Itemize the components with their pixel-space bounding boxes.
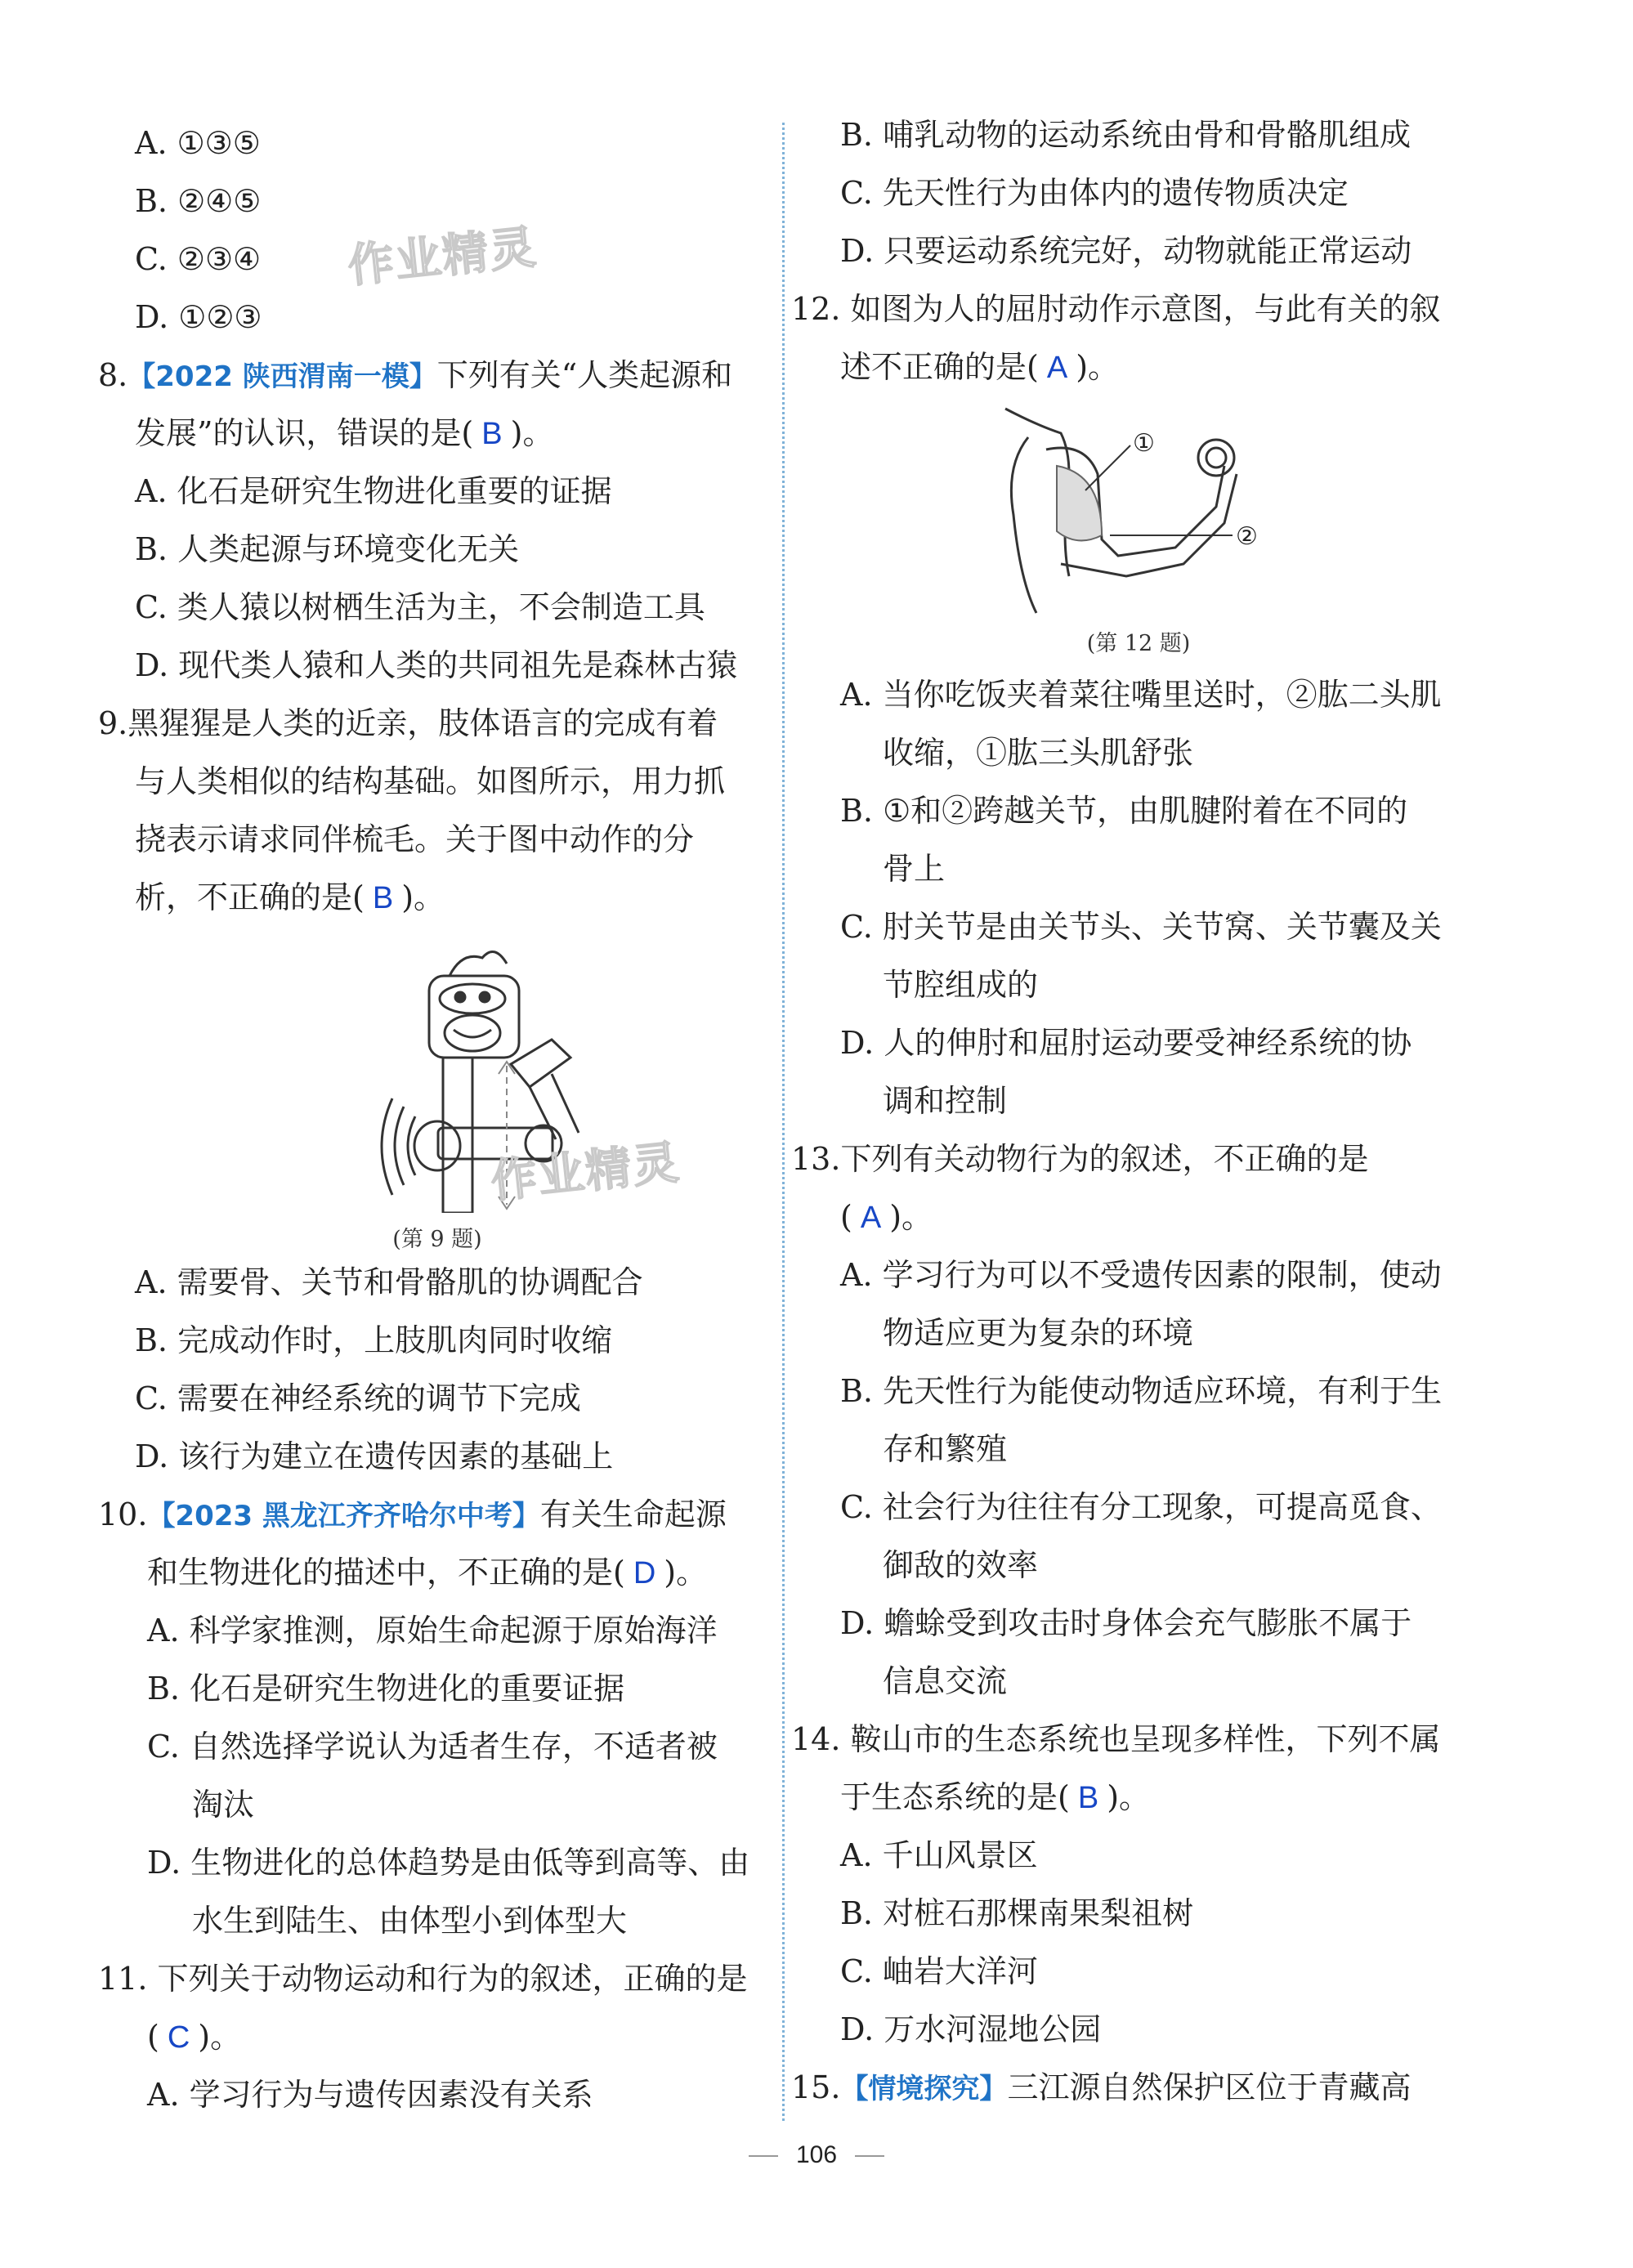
right-column <box>791 106 1486 2117</box>
q13-stem-pre: ( <box>840 1199 852 1235</box>
q10-stem-post: )。 <box>664 1554 708 1590</box>
q12-option-d: D. 人的伸肘和屈肘运动要受神经系统的协 <box>840 1025 1412 1061</box>
q9-stem-pre: 析，不正确的是( <box>135 879 365 915</box>
q10-stem <box>98 1486 776 1544</box>
q10-stem-text: 有关生命起源 <box>539 1496 727 1532</box>
q9-figure <box>98 927 776 1254</box>
q12-stem-post: )。 <box>1076 349 1120 385</box>
q15-number: 15. <box>791 2069 841 2105</box>
q11-stem-post: )。 <box>198 2019 242 2055</box>
q15-stem-text: 三江源自然保护区位于青藏高 <box>1007 2069 1412 2105</box>
q14-option-d: D. 万水河湿地公园 <box>840 2011 1102 2047</box>
q14-option-a: A. 千山风景区 <box>840 1837 1038 1873</box>
q14-option-c: C. 岫岩大洋河 <box>840 1953 1038 1989</box>
q8-source-tag: 【2022 陕西渭南一模】 <box>128 360 437 393</box>
q13-option-d-cont: 信息交流 <box>883 1663 1008 1699</box>
q8-stem-pre: 发展”的认识，错误的是( <box>135 415 474 451</box>
q13-stem-text: 下列有关动物行为的叙述，不正确的是 <box>840 1141 1369 1177</box>
q12-stem-pre: 述不正确的是( <box>840 349 1039 385</box>
q11-stem <box>98 1950 776 2008</box>
q11-option-d: D. 只要运动系统完好，动物就能正常运动 <box>840 233 1412 269</box>
q12-option-c: C. 肘关节是由关节头、关节窝、关节囊及关 <box>840 909 1442 945</box>
q9-option-b: B. 完成动作时，上肢肌肉同时收缩 <box>135 1322 613 1358</box>
q10-option-c: C. 自然选择学说认为适者生存，不适者被 <box>147 1729 718 1765</box>
watermark: 作业精灵 <box>345 221 540 293</box>
q9-option-d: D. 该行为建立在遗传因素的基础上 <box>135 1438 614 1474</box>
q12-stem-text: 如图为人的屈肘动作示意图，与此有关的叙 <box>850 291 1441 327</box>
arm-flexion-figure <box>791 400 1486 621</box>
q12-answer: A <box>1046 351 1068 385</box>
q12-stem-line2 <box>791 338 1486 396</box>
q10-stem-line2 <box>98 1544 776 1602</box>
q12-option-b-cont: 骨上 <box>883 851 946 887</box>
q13-option-a: A. 学习行为可以不受遗传因素的限制，使动 <box>840 1257 1442 1293</box>
q7-option-b: B. ②④⑤ <box>135 183 262 219</box>
q13-number: 13. <box>791 1141 841 1177</box>
q14-stem-text: 鞍山市的生态系统也呈现多样性，下列不属 <box>850 1721 1441 1757</box>
q12-option-a: A. 当你吃饭夹着菜往嘴里送时，②肱二头肌 <box>840 677 1442 713</box>
q8-stem <box>98 347 776 405</box>
q11-option-b: B. 哺乳动物的运动系统由骨和骨骼肌组成 <box>840 117 1412 153</box>
q14-stem-line2 <box>791 1769 1486 1827</box>
q13-option-d: D. 蟾蜍受到攻击时身体会充气膨胀不属于 <box>840 1605 1412 1641</box>
footer-dash-right <box>855 2155 884 2157</box>
column-divider <box>782 123 785 2121</box>
q8-option-d: D. 现代类人猿和人类的共同祖先是森林古猿 <box>135 647 738 683</box>
q11-stem-line2 <box>98 2008 776 2066</box>
q14-number: 14. <box>791 1721 841 1757</box>
q11-answer: C <box>167 2020 190 2055</box>
q8-stem-text: 下列有关“人类起源和 <box>436 357 733 393</box>
q12-option-a-cont: 收缩，①肱三头肌舒张 <box>883 735 1194 771</box>
q7-option-a: A. ①③⑤ <box>135 125 261 161</box>
q8-option-b: B. 人类起源与环境变化无关 <box>135 531 520 567</box>
label-1: ① <box>1133 429 1155 458</box>
q12-figure <box>791 396 1486 666</box>
q9-stem-post: )。 <box>401 879 445 915</box>
q13-option-b: B. 先天性行为能使动物适应环境，有利于生 <box>840 1373 1443 1409</box>
q11-option-a: A. 学习行为与遗传因素没有关系 <box>147 2077 593 2113</box>
q10-option-d: D. 生物进化的总体趋势是由低等到高等、由 <box>147 1845 750 1881</box>
left-column <box>98 114 776 2124</box>
q14-option-b: B. 对桩石那棵南果梨祖树 <box>840 1895 1194 1931</box>
q14-stem-pre: 于生态系统的是( <box>840 1779 1070 1815</box>
q9-stem-line2: 与人类相似的结构基础。如图所示，用力抓 <box>135 763 726 799</box>
q13-stem-post: )。 <box>889 1199 933 1235</box>
q12-stem <box>791 280 1486 338</box>
q10-stem-pre: 和生物进化的描述中，不正确的是( <box>147 1554 625 1590</box>
q11-stem-pre: ( <box>147 2019 159 2055</box>
q13-stem <box>791 1130 1486 1188</box>
q8-answer: B <box>481 417 503 451</box>
q11-number: 11. <box>98 1961 148 1997</box>
q14-answer: B <box>1077 1781 1099 1815</box>
q8-option-c: C. 类人猿以树栖生活为主，不会制造工具 <box>135 589 705 625</box>
watermark-2: 作业精灵 <box>488 1136 683 1209</box>
q9-number: 9. <box>98 705 128 741</box>
q8-number: 8. <box>98 357 128 393</box>
q13-option-c: C. 社会行为往往有分工现象，可提高觅食、 <box>840 1489 1442 1525</box>
q12-number: 12. <box>791 291 841 327</box>
q10-option-d-cont: 水生到陆生、由体型小到体型大 <box>192 1903 628 1939</box>
q11-option-c: C. 先天性行为由体内的遗传物质决定 <box>840 175 1349 211</box>
q12-option-b: B. ①和②跨越关节，由肌腱附着在不同的 <box>840 793 1408 829</box>
q8-stem-line2 <box>98 405 776 463</box>
q8-option-a: A. 化石是研究生物进化重要的证据 <box>135 473 612 509</box>
q10-answer: D <box>633 1556 656 1590</box>
q13-answer: A <box>860 1201 882 1235</box>
q14-stem-post: )。 <box>1107 1779 1151 1815</box>
q8-stem-post: )。 <box>510 415 554 451</box>
q10-option-b: B. 化石是研究生物进化的重要证据 <box>147 1671 625 1707</box>
q9-stem <box>98 695 776 753</box>
q10-option-a: A. 科学家推测，原始生命起源于原始海洋 <box>147 1613 718 1648</box>
q9-stem-text: 黑猩猩是人类的近亲，肢体语言的完成有着 <box>128 705 718 741</box>
q13-option-c-cont: 御敌的效率 <box>883 1547 1039 1583</box>
q15-stem <box>791 2059 1486 2117</box>
q10-option-c-cont: 淘汰 <box>192 1787 255 1823</box>
q9-stem-line3: 挠表示请求同伴梳毛。关于图中动作的分 <box>135 821 695 857</box>
footer-dash-left <box>749 2155 778 2157</box>
q9-answer: B <box>372 881 394 915</box>
q10-number: 10. <box>98 1496 148 1532</box>
q9-caption: (第 9 题) <box>392 1227 482 1252</box>
q7-option-c: C. ②③④ <box>135 241 262 277</box>
q10-source-tag: 【2023 黑龙江齐齐哈尔中考】 <box>147 1500 540 1532</box>
q12-caption: (第 12 题) <box>1086 631 1191 656</box>
q12-option-c-cont: 节腔组成的 <box>883 967 1039 1003</box>
q7-option-d: D. ①②③ <box>135 299 262 335</box>
q9-option-c: C. 需要在神经系统的调节下完成 <box>135 1380 581 1416</box>
q13-option-a-cont: 物适应更为复杂的环境 <box>883 1315 1194 1351</box>
q13-option-b-cont: 存和繁殖 <box>883 1431 1008 1467</box>
q13-stem-line2 <box>791 1188 1486 1246</box>
q9-option-a: A. 需要骨、关节和骨骼肌的协调配合 <box>135 1264 643 1300</box>
page-footer <box>0 2141 1633 2169</box>
q11-stem-text: 下列关于动物运动和行为的叙述，正确的是 <box>157 1961 748 1997</box>
q9-stem-line4 <box>98 869 776 927</box>
q14-stem <box>791 1711 1486 1769</box>
label-2: ② <box>1236 522 1258 551</box>
q15-source-tag: 【情境探究】 <box>840 2073 1008 2105</box>
q12-option-d-cont: 调和控制 <box>883 1083 1008 1119</box>
page-number: 106 <box>795 2141 838 2168</box>
